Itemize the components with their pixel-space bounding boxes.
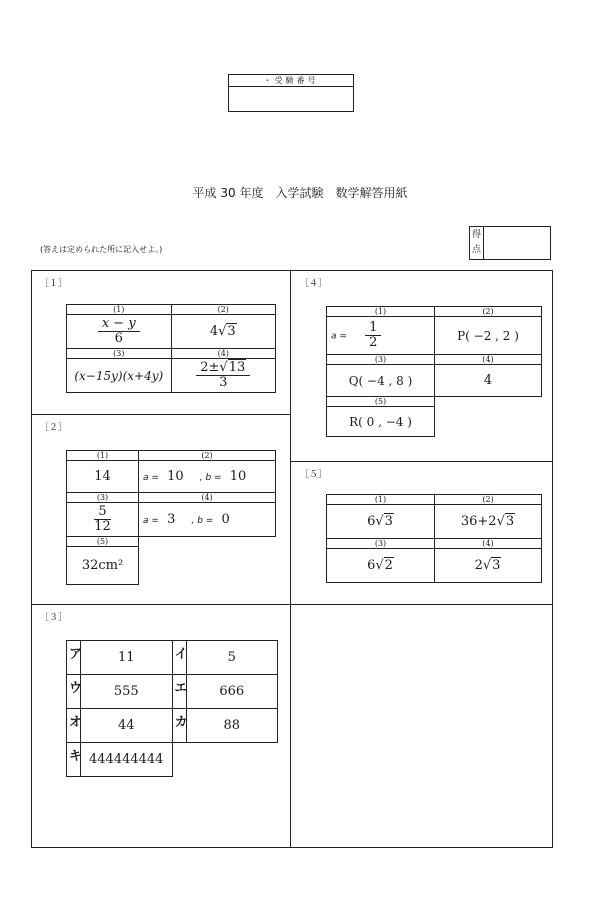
s3-answer-a[interactable]: 11 [81, 641, 173, 675]
s3-answer-u[interactable]: 555 [81, 675, 173, 709]
instruction-note: (答えは定められた所に記入せよ。) [40, 245, 163, 254]
s2-header-1: (1) [67, 451, 139, 461]
section-5-label: ［５］ [300, 470, 328, 480]
s2-header-3: (3) [67, 493, 139, 503]
page-title: 平成 30 年度 入学試験 数学解答用紙 [192, 186, 408, 200]
section-3-table [66, 640, 278, 777]
section-1-label: ［１］ [40, 279, 68, 289]
s4-answer-1[interactable]: a = $\frac{1}{2}$ [327, 317, 435, 355]
s4-header-3: (3) [327, 355, 435, 365]
center-divider [290, 270, 291, 848]
s2-answer-4[interactable]: a = 3 , b = 0 [139, 503, 276, 537]
s3-key-o: オ [67, 709, 81, 743]
s5-header-2: (2) [435, 495, 542, 505]
s2-answer-2[interactable]: a = 10 , b = 10 [139, 461, 276, 493]
s5-header-3: (3) [327, 539, 435, 549]
s3-answer-ki[interactable]: 444444444 [81, 743, 173, 777]
s3-key-ka: カ [172, 709, 186, 743]
s1-answer-2[interactable]: 4√3 [171, 315, 276, 349]
s4-answer-2[interactable]: P( −2 , 2 ) [435, 317, 542, 355]
divider-2-3 [31, 604, 553, 605]
s2-answer-3[interactable]: $\frac{5}{12}$ [67, 503, 139, 537]
divider-1-2 [31, 414, 291, 415]
s1-answer-4[interactable]: $\frac{2\pm√13}{3}$ [171, 359, 276, 393]
s4-header-5: (5) [327, 397, 435, 407]
s4-answer-4[interactable]: 4 [435, 365, 542, 397]
section-2-table [66, 450, 276, 585]
s3-key-u: ウ [67, 675, 81, 709]
s2-header-4: (4) [139, 493, 276, 503]
divider-4-5 [290, 461, 553, 462]
s4-header-4: (4) [435, 355, 542, 365]
s5-answer-1[interactable]: 6√3 [327, 505, 435, 539]
s2-header-2: (2) [139, 451, 276, 461]
s3-answer-o[interactable]: 44 [81, 709, 173, 743]
s3-key-ki: キ [67, 743, 81, 777]
s1-header-2: (2) [171, 305, 276, 315]
s5-header-4: (4) [435, 539, 542, 549]
s5-header-1: (1) [327, 495, 435, 505]
s1-header-1: (1) [67, 305, 172, 315]
s4-answer-3[interactable]: Q( −4 , 8 ) [327, 365, 435, 397]
s5-answer-2[interactable]: 36+2√3 [435, 505, 542, 539]
score-field[interactable] [484, 227, 550, 259]
s5-answer-3[interactable]: 6√2 [327, 549, 435, 583]
s1-header-4: (4) [171, 349, 276, 359]
s4-header-2: (2) [435, 307, 542, 317]
score-box[interactable] [469, 226, 551, 260]
s3-key-i: イ [172, 641, 186, 675]
section-3-label: ［３］ [40, 613, 68, 623]
s3-key-e: エ [172, 675, 186, 709]
s2-header-5: (5) [67, 537, 139, 547]
s5-answer-4[interactable]: 2√3 [435, 549, 542, 583]
s1-header-3: (3) [67, 349, 172, 359]
s3-key-a: ア [67, 641, 81, 675]
s2-answer-5[interactable]: 32cm² [67, 547, 139, 585]
section-4-label: ［４］ [300, 279, 328, 289]
section-5-table [326, 494, 542, 583]
s1-answer-1[interactable]: $\frac{x - y}{6}$ [67, 315, 172, 349]
s1-answer-3[interactable]: (x−15y)(x+4y) [67, 359, 172, 393]
exam-number-box[interactable] [228, 74, 354, 112]
s2-answer-1[interactable]: 14 [67, 461, 139, 493]
section-2-label: ［２］ [40, 423, 68, 433]
section-1-table [66, 304, 276, 393]
exam-number-label: ・受験番号 [229, 75, 353, 87]
s3-answer-ka[interactable]: 88 [186, 709, 278, 743]
s3-answer-i[interactable]: 5 [186, 641, 278, 675]
section-4-table [326, 306, 542, 437]
score-label: 得 点 [470, 227, 484, 259]
s4-header-1: (1) [327, 307, 435, 317]
s3-answer-e[interactable]: 666 [186, 675, 278, 709]
s4-answer-5[interactable]: R( 0 , −4 ) [327, 407, 435, 437]
